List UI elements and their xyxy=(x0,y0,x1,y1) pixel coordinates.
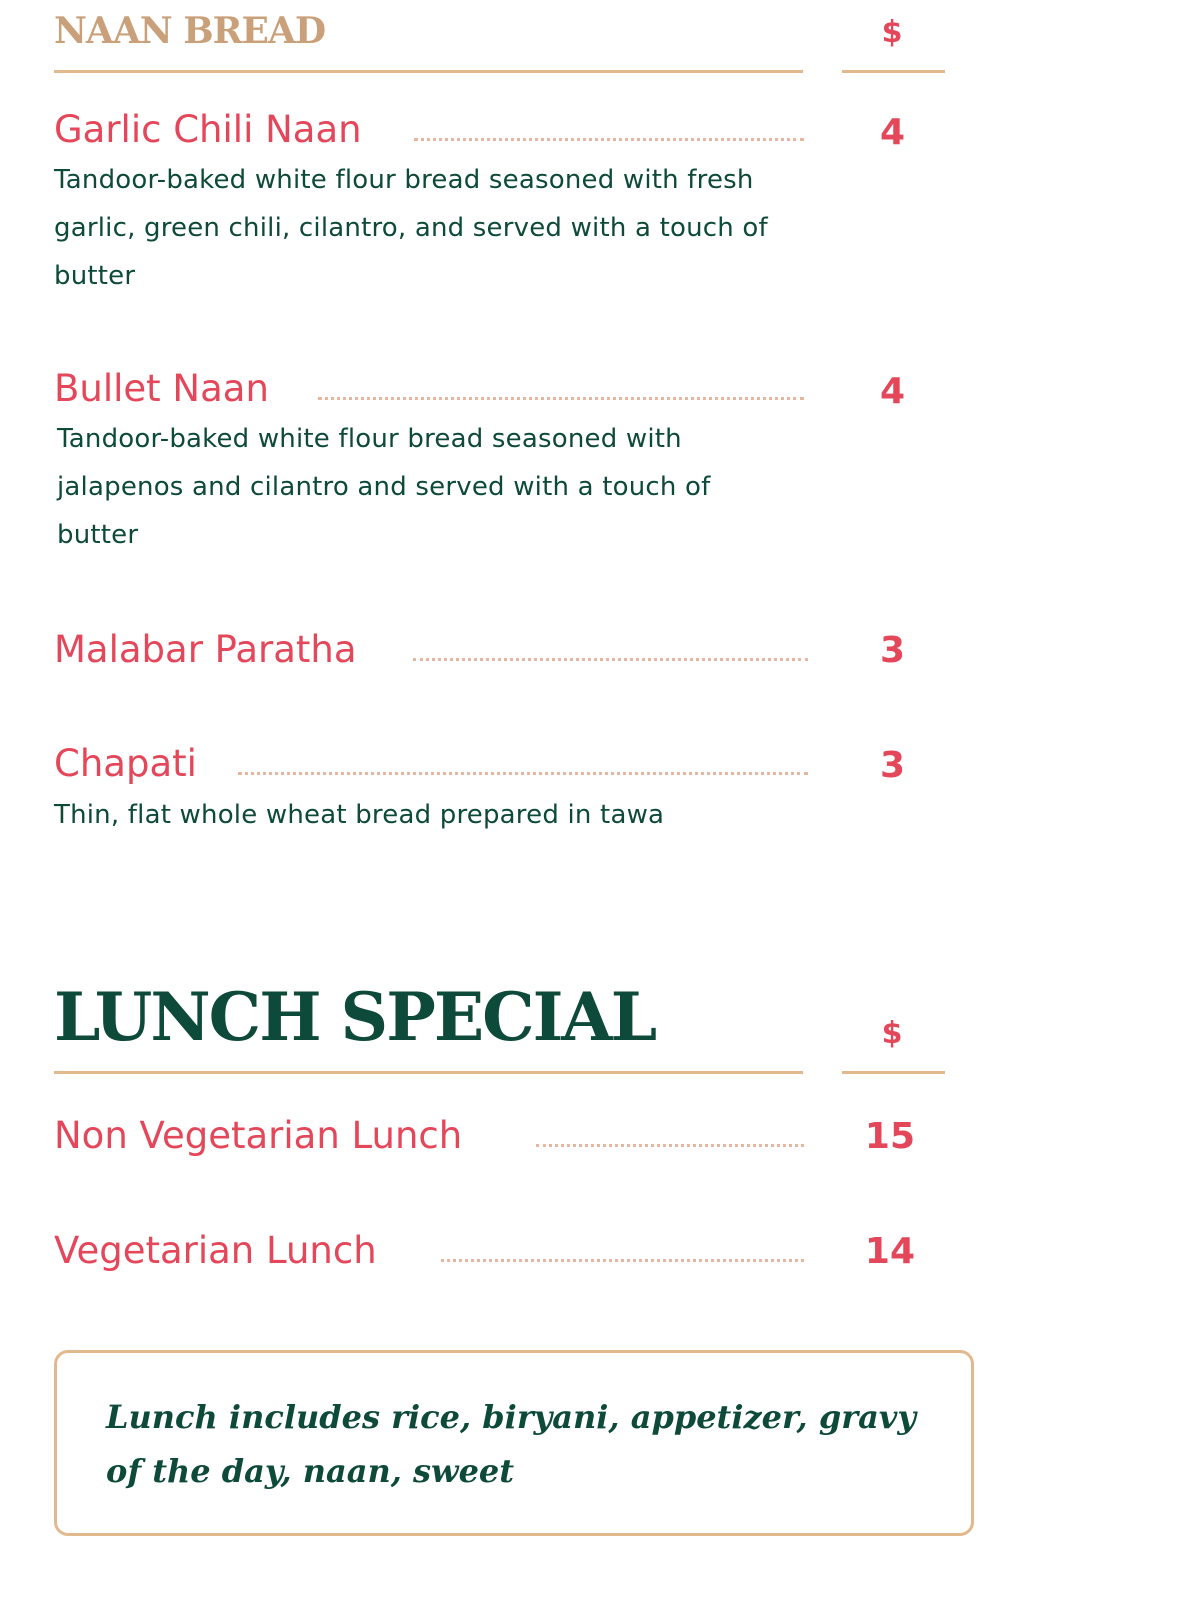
menu-item-description: Tandoor-baked white flour bread seasoned with fresh garlic, green chili, cilantro, and served with a touch of butter xyxy=(54,165,768,291)
menu-item-price: 4 xyxy=(879,371,905,412)
menu-item-name: Garlic Chili Naan xyxy=(54,108,362,151)
lunch-note-box xyxy=(54,1350,974,1536)
dot-leader xyxy=(238,772,808,775)
lunch-note-text: Lunch includes rice, biryani, appetizer, gravy of the day, naan, sweet xyxy=(106,1398,916,1490)
dot-leader xyxy=(536,1144,804,1147)
menu-item-price: 15 xyxy=(864,1116,915,1157)
menu-item-description: Thin, flat whole wheat bread prepared in tawa xyxy=(54,800,665,830)
menu-item-name: Bullet Naan xyxy=(54,367,269,410)
menu-item-price: 4 xyxy=(879,112,905,153)
dot-leader xyxy=(413,658,808,661)
menu-item-price: 3 xyxy=(879,630,905,671)
menu-item-price: 14 xyxy=(864,1231,915,1272)
menu-item-name: Chapati xyxy=(54,742,197,785)
menu-item-price: 3 xyxy=(879,745,905,786)
dot-leader xyxy=(318,397,804,400)
menu-item-description: Tandoor-baked white flour bread seasoned with jalapenos and cilantro and served with a touch of butter xyxy=(57,424,711,550)
menu-item-name: Non Vegetarian Lunch xyxy=(54,1114,463,1157)
naan-title-rule xyxy=(54,70,803,73)
section-title-lunch-special: LUNCH SPECIAL xyxy=(54,978,656,1056)
dot-leader xyxy=(414,138,804,141)
lunch-title-rule xyxy=(54,1071,803,1074)
menu-item-name: Vegetarian Lunch xyxy=(54,1229,377,1272)
lunch-currency-header: $ xyxy=(881,1016,903,1051)
naan-currency-header: $ xyxy=(881,15,903,50)
lunch-currency-rule xyxy=(842,1071,945,1074)
menu-item-name: Malabar Paratha xyxy=(54,628,357,671)
naan-currency-rule xyxy=(842,70,945,73)
section-title-naan-bread: NAAN BREAD xyxy=(54,10,326,52)
dot-leader xyxy=(441,1259,804,1262)
